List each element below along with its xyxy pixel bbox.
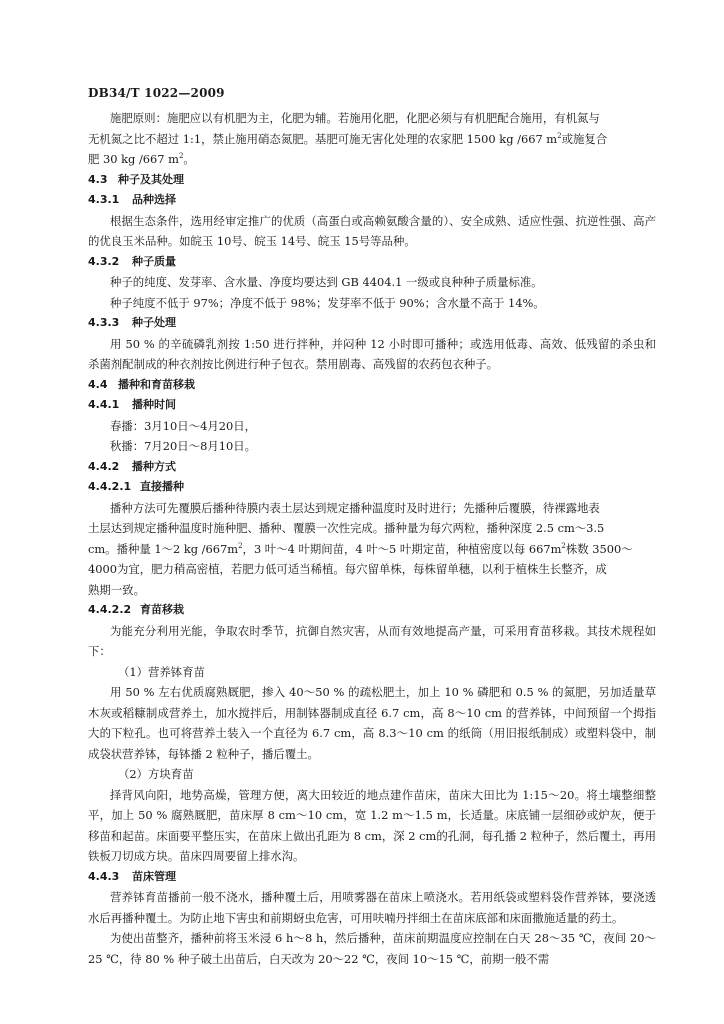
section-title: 品种选择	[132, 193, 176, 206]
autumn-sowing-time: 秋播：7月20日～8月10日。	[110, 439, 256, 453]
seedbed-management-paragraph-1: 营养钵育苗播前一般不浇水，播种覆土后，用喷雾器在苗床上喷浇水。若用纸袋或塑料袋作营养钵，要浇透水后再播种覆土。为防止地下害虫和前期蚜虫危害，可用呋喃丹拌细土在苗床底部和床面撒施适量的药土。	[88, 890, 656, 925]
section-number: 4.3	[88, 172, 108, 186]
section-title: 直接播种	[140, 480, 184, 493]
section-heading-4-4-1	[88, 395, 656, 416]
section-number: 4.3.2	[88, 254, 120, 268]
superscript-2: 2	[178, 152, 184, 161]
section-heading-4-4-2	[88, 457, 656, 478]
section-title: 种子处理	[132, 316, 176, 329]
direct-sowing-line-5: 熟期一致。	[88, 582, 145, 597]
section-heading-4-4-2-2	[88, 600, 656, 621]
superscript-2: 2	[238, 541, 243, 550]
superscript-2: 2	[557, 131, 562, 140]
section-heading-4-3	[88, 170, 656, 191]
direct-sowing-line-3c: 株数 3500～	[565, 541, 633, 556]
superscript-2: 2	[561, 541, 566, 550]
nutrient-pot-paragraph: 用 50 % 左右优质腐熟厩肥，掺入 40～50 % 的疏松肥土，加上 10 % 磷肥和 0.5 % 的氮肥，另加适量草木灰或稻糠制成营养土，加水搅拌后，用制钵器制成直径 6.7 cm，高 8～10 cm 的营养钵，中间预留一个拇指大的下粒孔。也可将营养土装入一个直径为 6.7 cm，高 8.3～10 cm 的纸筒（用旧报纸制成）或塑料袋中，制成袋状营养钵，每钵播 2 粒种子，播后覆土。	[88, 685, 656, 761]
section-title: 播种和育苗移栽	[118, 377, 195, 391]
fertilization-line-1: 施肥原则：施肥应以有机肥为主，化肥为辅。若施用化肥，化肥必须与有机肥配合施用，有机氮与	[110, 111, 600, 125]
seed-quality-paragraph-2: 种子纯度不低于 97%；净度不低于 98%；发芽率不低于 90%；含水量不高于 14%。	[110, 295, 545, 310]
section-number: 4.4.2	[88, 459, 120, 473]
section-heading-4-3-3	[88, 313, 656, 334]
section-heading-4-4-2-1	[88, 477, 656, 498]
section-number: 4.3.1	[88, 193, 120, 206]
section-title: 种子质量	[132, 254, 176, 268]
seedbed-management-paragraph-2: 为使出苗整齐，播种前将玉米浸 6 h～8 h，然后播种，苗床前期温度应控制在白天 28～35 ℃，夜间 20～25 ℃，待 80 % 种子破土出苗后，白天改为 20～22 ℃，夜间 10～15 ℃，前期一般不需	[88, 931, 656, 966]
direct-sowing-line-2: 土层达到规定播种温度时施种肥、播种、覆膜一次性完成。播种量为每穴两粒，播种深度 2.5 cm～3.5	[88, 521, 605, 535]
section-number: 4.4.2.2	[88, 603, 132, 616]
direct-sowing-line-4: 4000为宜，肥力稍高密植，若肥力低可适当稀植。每穴留单株，每株留单穗，以利于植株生长整齐，成	[88, 562, 607, 576]
transplant-intro-paragraph: 为能充分利用光能，争取农时季节，抗御自然灾害，从而有效地提高产量，可采用育苗移栽。其技术规程如下：	[88, 623, 656, 658]
fertilization-paragraph-cont	[88, 129, 656, 150]
section-heading-4-3-1	[88, 190, 656, 211]
section-title: 播种时间	[132, 398, 176, 411]
section-title: 播种方式	[132, 459, 176, 473]
direct-sowing-line-3	[88, 539, 656, 560]
section-heading-4-4	[88, 375, 656, 396]
fertilization-line-3: 肥 30 kg /667 m	[88, 152, 179, 166]
fertilization-line-3-end: 。	[183, 152, 195, 166]
direct-sowing-line-3b: ，3 叶～4 叶期间苗，4 叶～5 叶期定苗，种植密度以每 667m	[242, 541, 562, 556]
section-number: 4.4.1	[88, 398, 120, 411]
seed-quality-paragraph-1: 种子的纯度、发芽率、含水量、净度均要达到 GB 4404.1 一级或良种种子质量标准。	[110, 275, 543, 289]
nutrient-pot-subheading: （1）营养钵育苗	[118, 664, 205, 679]
fertilization-line-2-end: 或施复合	[561, 131, 608, 146]
direct-sowing-line-1: 播种方法可先覆膜后播种待膜内表土层达到规定播种温度时及时进行；先播种后覆膜，待裸露地表	[110, 500, 600, 515]
section-title: 种子及其处理	[118, 172, 184, 186]
block-seedling-paragraph: 择背风向阳，地势高燥，管理方便，离大田较近的地点建作苗床，苗床大田比为 1:15～20。将土壤整细整平，加上 50 % 腐熟厩肥，苗床厚 8 cm～10 cm，宽 1.2 m～1.5 m，长适量。床底铺一层细砂或炉灰，便于移苗和起苗。床面要平整压实，在苗床上做出孔距为 8 cm，深 2 cm的孔洞，每孔播 2 粒种子，然后覆土，再用铁板刀切成方块。苗床四周要留上排水沟。	[88, 787, 656, 863]
seed-treatment-paragraph: 用 50 % 的辛硫磷乳剂按 1:50 进行拌种，并闷种 12 小时即可播种；或选用低毒、高效、低残留的杀虫和杀菌剂配制成的种衣剂按比例进行种子包衣。禁用剧毒、高残留的农药包衣种子。	[88, 336, 656, 371]
section-heading-4-3-2	[88, 252, 656, 273]
variety-selection-paragraph: 根据生态条件，选用经审定推广的优质（高蛋白或高赖氨酸含量的）、安全成熟、适应性强、抗逆性强、高产的优良玉米品种。如皖玉 10号、皖玉 14号、皖玉 15号等品种。	[88, 213, 656, 248]
section-title: 苗床管理	[132, 869, 176, 883]
document-body	[88, 108, 656, 969]
fertilization-line-2: 无机氮之比不超过 1:1，禁止施用硝态氮肥。基肥可施无害化处理的农家肥 1500 kg /667 m	[88, 131, 558, 146]
section-heading-4-4-3	[88, 867, 656, 888]
direct-sowing-line-3a: cm。播种量 1～2 kg /667m	[88, 541, 239, 556]
block-seedling-subheading: （2）方块育苗	[118, 767, 194, 781]
document-code: DB34/T 1022—2009	[88, 86, 225, 100]
section-number: 4.4.3	[88, 869, 120, 883]
section-number: 4.4	[88, 377, 108, 391]
section-number: 4.4.2.1	[88, 480, 132, 493]
section-title: 育苗移栽	[140, 603, 184, 616]
fertilization-paragraph-end	[88, 149, 656, 170]
spring-sowing-time: 春播：3月10日～4月20日，	[110, 418, 256, 433]
section-number: 4.3.3	[88, 316, 120, 329]
fertilization-paragraph	[88, 108, 656, 129]
